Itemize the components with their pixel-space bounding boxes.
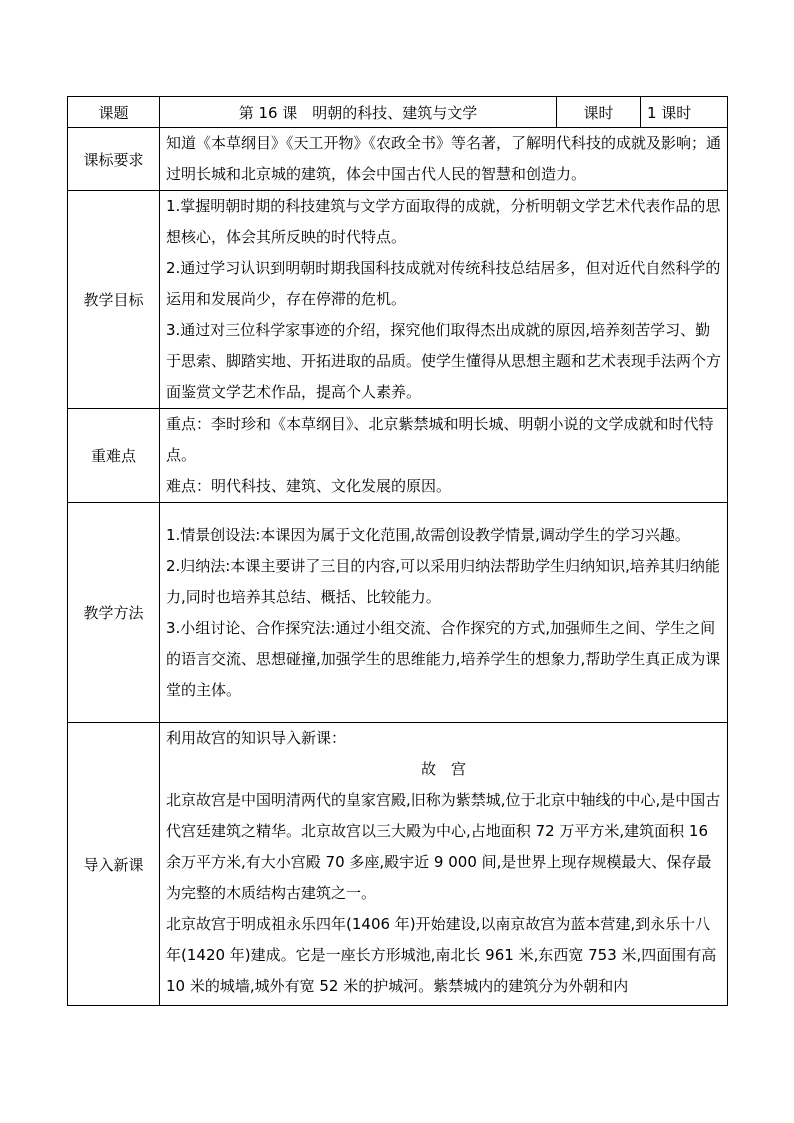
intro-paragraph: 北京故宫是中国明清两代的皇家宫殿,旧称为紫禁城,位于北京中轴线的中心,是中国古代宫廷建筑之精华。北京故宫以三大殿为中心,占地面积 72 万平方米,建筑面积 16 余万平方米,有大小宫殿 70 多座,殿宇近 9 000 间,是世界上现存规模最大、保存最为完整的木质结构古建筑之一。 bbox=[166, 791, 721, 902]
intro-lead: 利用故宫的知识导入新课： bbox=[166, 729, 347, 747]
intro-heading: 故 宫 bbox=[420, 760, 466, 778]
period-label: 课时 bbox=[557, 97, 641, 128]
goal-item: 1.掌握明朝时期的科技建筑与文学方面取得的成就，分析明朝文学艺术代表作品的思想核心，体会其所反映的时代特点。 bbox=[166, 197, 721, 246]
method-item: 1.情景创设法:本课因为属于文化范围,故需创设教学情景,调动学生的学习兴趣。 bbox=[166, 525, 690, 544]
key-point-item: 重点：李时珍和《本草纲目》、北京紫禁城和明长城、明朝小说的文学成就和时代特点。 bbox=[166, 415, 714, 464]
key-points-label: 重难点 bbox=[68, 409, 160, 503]
goal-item: 2.通过学习认识到明朝时期我国科技成就对传统科技总结居多，但对近代自然科学的运用和发展尚少，存在停滞的危机。 bbox=[166, 259, 721, 308]
goals-label: 教学目标 bbox=[68, 191, 160, 409]
difficult-point-item: 难点：明代科技、建筑、文化发展的原因。 bbox=[166, 477, 452, 495]
goals-row bbox=[68, 191, 728, 409]
lesson-plan-table bbox=[67, 96, 728, 1006]
key-points-content bbox=[160, 409, 728, 503]
standard-row bbox=[68, 128, 728, 191]
period-value: 1 课时 bbox=[641, 97, 728, 128]
key-points-row bbox=[68, 409, 728, 503]
method-item: 2.归纳法:本课主要讲了三目的内容,可以采用归纳法帮助学生归纳知识,培养其归纳能力,同时也培养其总结、概括、比较能力。 bbox=[166, 556, 720, 606]
subject-label: 课题 bbox=[68, 97, 160, 128]
intro-content bbox=[160, 723, 728, 1006]
goals-content bbox=[160, 191, 728, 409]
methods-content bbox=[160, 503, 728, 723]
standard-label: 课标要求 bbox=[68, 128, 160, 191]
standard-content bbox=[160, 128, 728, 191]
intro-paragraph: 北京故宫于明成祖永乐四年(1406 年)开始建设,以南京故宫为蓝本营建,到永乐十八年(1420 年)建成。它是一座长方形城池,南北长 961 米,东西宽 753 米,四面围有高 10 米的城墙,城外有宽 52 米的护城河。紫禁城内的建筑分为外朝和内 bbox=[166, 915, 717, 995]
intro-row bbox=[68, 723, 728, 1006]
method-item: 3.小组讨论、合作探究法:通过小组交流、合作探究的方式,加强师生之间、学生之间的语言交流、思想碰撞,加强学生的思维能力,培养学生的想象力,帮助学生真正成为课堂的主体。 bbox=[166, 618, 721, 699]
goal-item: 3.通过对三位科学家事迹的介绍，探究他们取得杰出成就的原因,培养刻苦学习、勤于思索、脚踏实地、开拓进取的品质。使学生懂得从思想主题和艺术表现手法两个方面鉴赏文学艺术作品，提高个人素养。 bbox=[166, 321, 722, 401]
lesson-title: 第 16 课 明朝的科技、建筑与文学 bbox=[160, 97, 557, 128]
intro-label: 导入新课 bbox=[68, 723, 160, 1006]
standard-text: 知道《本草纲目》《天工开物》《农政全书》等名著，了解明代科技的成就及影响；通过明长城和北京城的建筑，体会中国古代人民的智慧和创造力。 bbox=[166, 134, 722, 183]
methods-row bbox=[68, 503, 728, 723]
header-row bbox=[68, 97, 728, 128]
methods-label: 教学方法 bbox=[68, 503, 160, 723]
